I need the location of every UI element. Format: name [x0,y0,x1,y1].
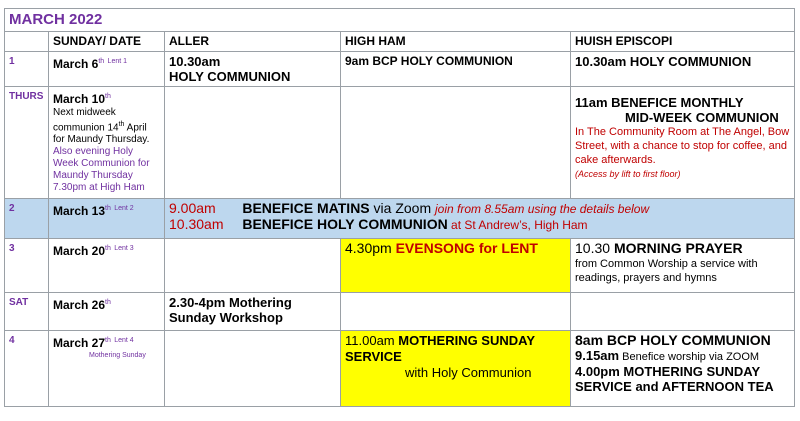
date-suffix: th [105,93,111,100]
matins-note: join from 8.55am using the details below [435,202,650,216]
header-row [5,32,795,52]
morning-prayer-service: MORNING PRAYER [613,240,743,256]
date-text: March 27 [53,336,106,350]
date-cell [49,293,165,331]
mothering-time: 11.00am [345,333,399,348]
aller-cell [165,87,341,199]
week-label: 1 [5,52,49,87]
huish-service-line1: 11am BENEFICE MONTHLY [575,95,744,110]
week-label: THURS [5,87,49,199]
communion-service: BENEFICE HOLY COMMUNION [242,216,448,232]
huish-cell [571,293,795,331]
huish-cell [571,87,795,199]
header-week [5,32,49,52]
title-row [5,9,795,32]
date-cell [49,52,165,87]
zoom-time: 9.15am [575,348,620,363]
table-row [5,239,795,293]
evensong-time: 4.30pm [345,240,396,256]
aller-cell [165,331,341,407]
table-row [5,293,795,331]
date-note-holy-week: Also evening Holy Week Communion for Maundy Thursday 7.30pm at High Ham [53,146,150,194]
huish-cell [571,239,795,293]
matins-service: BENEFICE MATINS [242,200,370,216]
mothering-note: with Holy Communion [405,365,532,380]
table-row [5,52,795,87]
date-cell [49,199,165,239]
week-label: 3 [5,239,49,293]
huish-cell [571,331,795,407]
communion-line [169,217,790,233]
mothering-service: MOTHERING SUNDAY SERVICE [345,333,535,364]
date-text: March 6 [53,57,99,71]
matins-time: 9.00am [169,200,216,216]
header-high-ham: HIGH HAM [341,32,571,52]
high-ham-cell: 9am BCP HOLY COMMUNION [341,52,571,87]
evensong-service: EVENSONG for LENT [395,240,538,256]
matins-line [169,201,790,217]
zoom-text: Benefice worship via ZOOM [619,351,760,363]
huish-note: In The Community Room at The Angel, Bow Street, with a chance to stop for coffee, and cake afterwards. [575,126,790,166]
header-date: SUNDAY/ DATE [49,32,165,52]
date-suffix: th [105,245,111,252]
month-title: MARCH 2022 [9,11,103,28]
date-cell [49,331,165,407]
date-text: March 10 [53,92,106,106]
table-row [5,199,795,239]
header-huish: HUISH EPISCOPI [571,32,795,52]
aller-cell [165,239,341,293]
benefice-cell [165,199,795,239]
month-title-cell [5,9,795,32]
mothering-label: Mothering Sunday [89,352,146,359]
aller-cell: 2.30-4pm Mothering Sunday Workshop [165,293,341,331]
morning-prayer-note: from Common Worship a service with readings, prayers and hymns [575,258,758,284]
high-ham-cell [341,293,571,331]
aller-time: 10.30am [169,54,221,69]
date-suffix: th [105,337,111,344]
date-text: March 26 [53,298,106,312]
matins-via: via Zoom [369,200,436,216]
morning-prayer-time: 10.30 [575,240,614,256]
date-text: March 20 [53,244,106,258]
communion-note: at St Andrew’s, High Ham [447,218,588,232]
date-note: Next midweek communion 14th April for Maundy Thursday. [53,107,150,146]
week-label: SAT [5,293,49,331]
huish-access-note: (Access by lift to first floor) [575,169,681,179]
service-rota-table [4,8,795,407]
lent-label: Lent 2 [114,205,134,212]
aller-service: HOLY COMMUNION [169,69,291,84]
bcp-communion: 8am BCP HOLY COMMUNION [575,332,771,348]
date-suffix: th [105,205,111,212]
date-suffix: th [98,58,105,65]
lent-label: Lent 1 [107,58,128,65]
date-cell [49,239,165,293]
date-suffix: th [105,299,111,306]
aller-cell [165,52,341,87]
lent-label: Lent 4 [114,337,134,344]
date-cell [49,87,165,199]
mothering-sunday-tea: 4.00pm MOTHERING SUNDAY SERVICE and AFTERNOON TEA [575,364,774,394]
communion-time: 10.30am [169,216,224,232]
table-row [5,87,795,199]
header-aller: ALLER [165,32,341,52]
week-label: 4 [5,331,49,407]
high-ham-cell [341,239,571,293]
table-row [5,331,795,407]
high-ham-cell [341,331,571,407]
date-text: March 13 [53,204,106,218]
huish-service-line2: MID-WEEK COMMUNION [625,110,779,125]
huish-cell: 10.30am HOLY COMMUNION [571,52,795,87]
high-ham-cell [341,87,571,199]
lent-label: Lent 3 [114,245,134,252]
week-label: 2 [5,199,49,239]
